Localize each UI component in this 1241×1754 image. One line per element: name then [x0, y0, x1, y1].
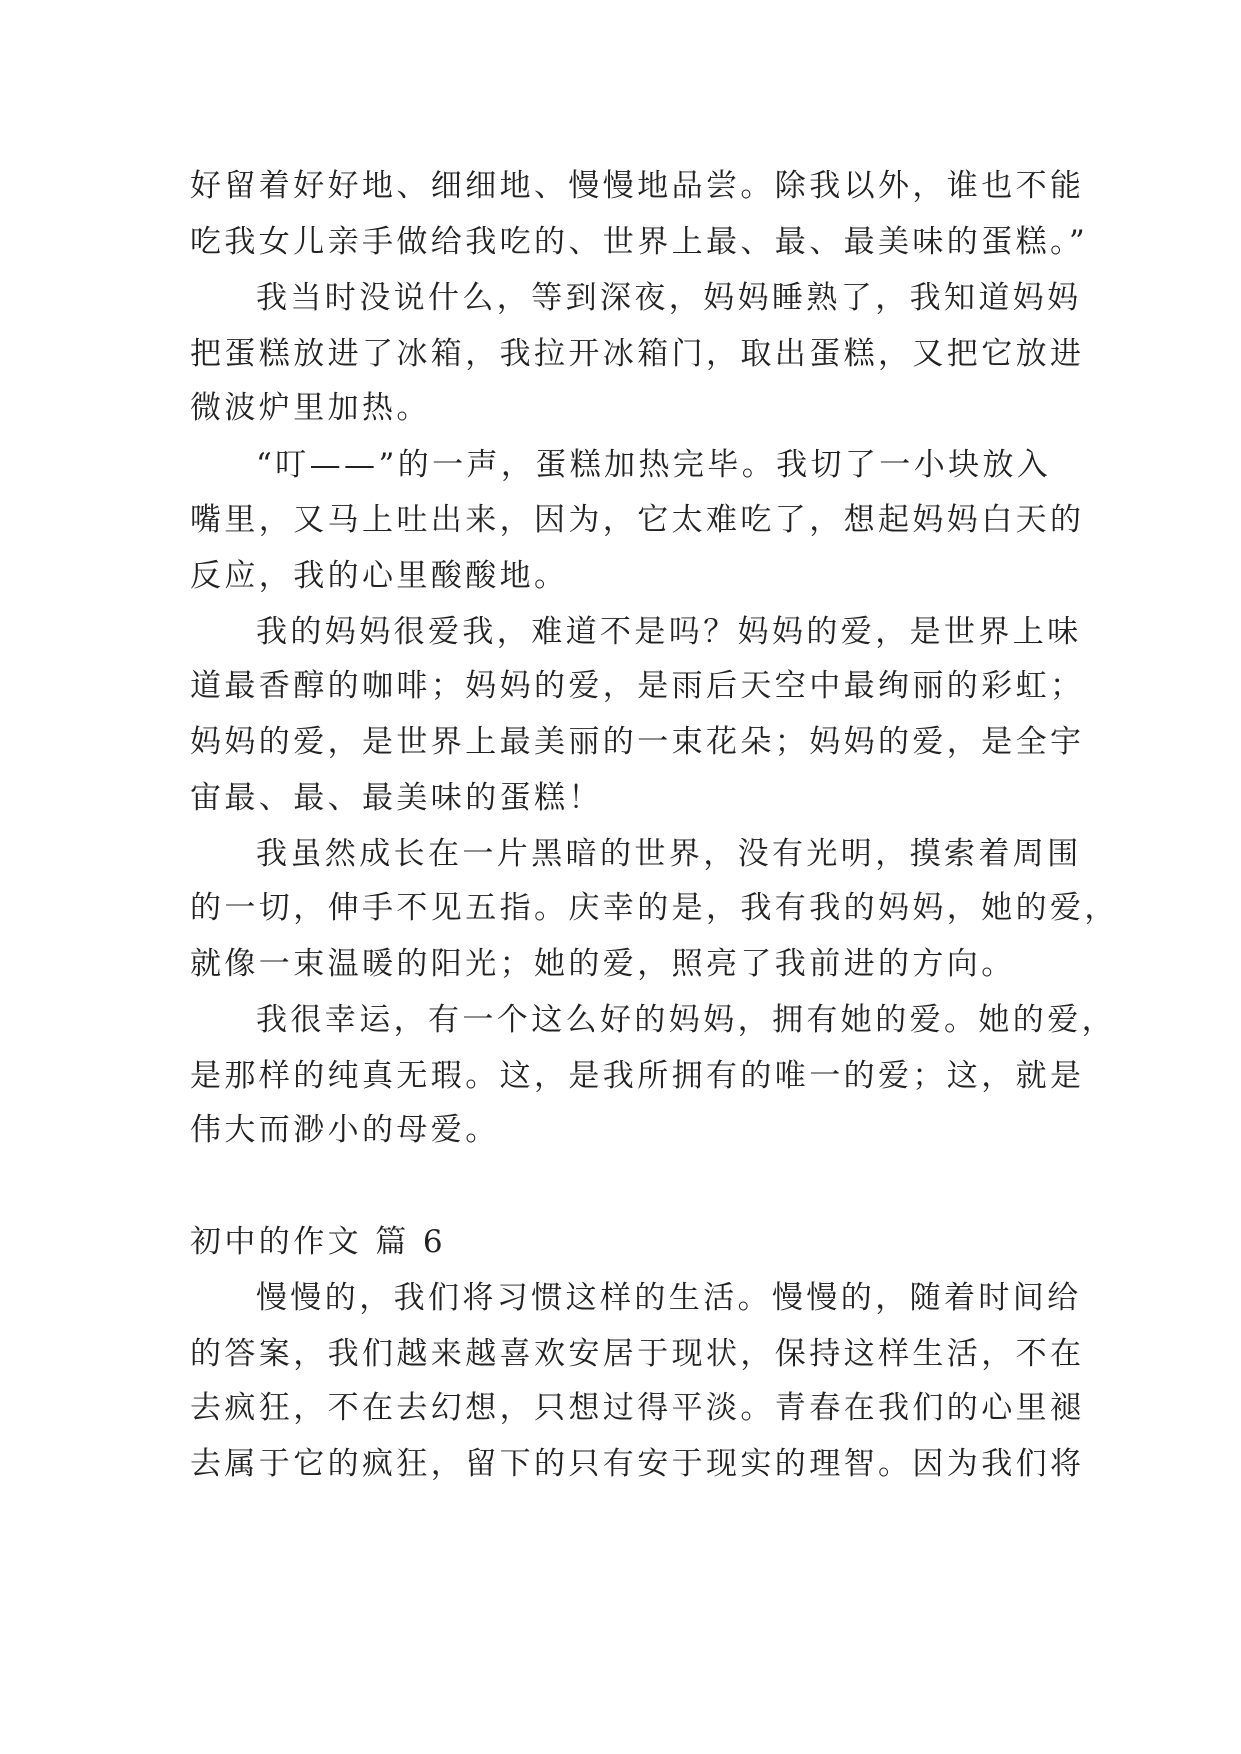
paragraph-line: 去属于它的疯狂，留下的只有安于现实的理智。因为我们将	[190, 1446, 1085, 1482]
paragraph-line: 的答案，我们越来越喜欢安居于现状，保持这样生活，不在	[190, 1336, 1085, 1372]
paragraph-line: 我很幸运，有一个这么好的妈妈，拥有她的爱。她的爱，	[256, 1002, 1116, 1038]
paragraph-line: 反应，我的心里酸酸地。	[190, 558, 569, 594]
paragraph-line: 我的妈妈很爱我，难道不是吗？妈妈的爱，是世界上味	[256, 614, 1082, 650]
paragraph-line: 是那样的纯真无瑕。这，是我所拥有的唯一的爱；这，就是	[190, 1058, 1085, 1094]
paragraph-line: 去疯狂，不在去幻想，只想过得平淡。青春在我们的心里褪	[190, 1390, 1085, 1426]
paragraph-line: 吃我女儿亲手做给我吃的、世界上最、最、最美味的蛋糕。”	[190, 224, 1089, 260]
paragraph-line: 道最香醇的咖啡；妈妈的爱，是雨后天空中最绚丽的彩虹；	[190, 668, 1085, 704]
paragraph-line: 嘴里，又马上吐出来，因为，它太难吃了，想起妈妈白天的	[190, 502, 1085, 538]
paragraph-line: “叮——”的一声，蛋糕加热完毕。我切了一小块放入	[256, 447, 1052, 483]
paragraph-line: 宙最、最、最美味的蛋糕！	[190, 780, 603, 816]
paragraph-line: 我虽然成长在一片黑暗的世界，没有光明，摸索着周围	[256, 836, 1082, 872]
paragraph-line: 把蛋糕放进了冰箱，我拉开冰箱门，取出蛋糕，又把它放进	[190, 336, 1085, 372]
section-heading: 初中的作文 篇 6	[190, 1224, 447, 1260]
paragraph-line: 我当时没说什么，等到深夜，妈妈睡熟了，我知道妈妈	[256, 280, 1082, 316]
paragraph-line: 微波炉里加热。	[190, 390, 431, 426]
paragraph-line: 妈妈的爱，是世界上最美丽的一束花朵；妈妈的爱，是全宇	[190, 724, 1085, 760]
paragraph-line: 的一切，伸手不见五指。庆幸的是，我有我的妈妈，她的爱，	[190, 890, 1119, 926]
paragraph-line: 好留着好好地、细细地、慢慢地品尝。除我以外，谁也不能	[190, 168, 1085, 204]
paragraph-line: 就像一束温暖的阳光；她的爱，照亮了我前进的方向。	[190, 946, 1016, 982]
paragraph-line: 慢慢的，我们将习惯这样的生活。慢慢的，随着时间给	[256, 1280, 1082, 1316]
paragraph-line: 伟大而渺小的母爱。	[190, 1112, 500, 1148]
